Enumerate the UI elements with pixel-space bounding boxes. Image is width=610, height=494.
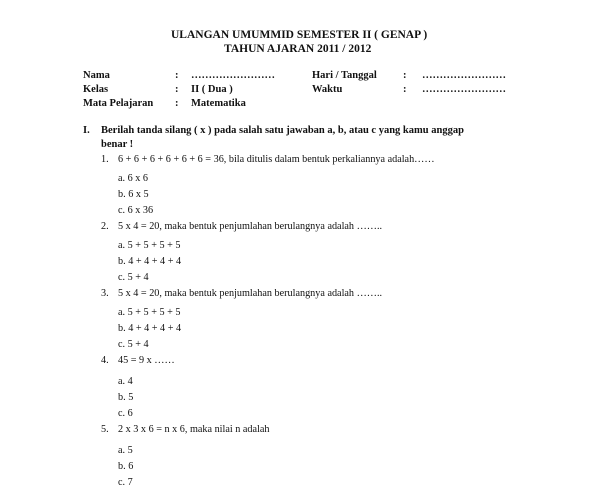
question-text: 5 x 4 = 20, maka bentuk penjumlahan berulangnya adalah …….. [118, 288, 383, 299]
answer-option-c[interactable]: c. 5 + 4 [118, 272, 149, 283]
answer-option-c[interactable]: c. 7 [118, 477, 133, 488]
kelas-value: II ( Dua ) [191, 84, 233, 95]
question-text: 5 x 4 = 20, maka bentuk penjumlahan berulangnya adalah …….. [118, 221, 383, 232]
question-number: 5. [101, 424, 109, 435]
kelas-colon: : [175, 84, 179, 95]
question-number: 3. [101, 288, 109, 299]
answer-option-b[interactable]: b. 6 [118, 461, 134, 472]
section-number: I. [83, 125, 90, 136]
mapel-colon: : [175, 98, 179, 109]
question-text: 2 x 3 x 6 = n x 6, maka nilai n adalah [118, 424, 270, 435]
answer-option-a[interactable]: a. 5 [118, 445, 133, 456]
answer-option-b[interactable]: b. 4 + 4 + 4 + 4 [118, 256, 182, 267]
answer-option-c[interactable]: c. 6 [118, 408, 133, 419]
nama-colon: : [175, 70, 179, 81]
kelas-label: Kelas [83, 84, 109, 95]
answer-option-a[interactable]: a. 6 x 6 [118, 173, 148, 184]
waktu-label: Waktu [312, 84, 343, 95]
waktu-colon: : [403, 84, 407, 95]
section-instruction-line1: Berilah tanda silang ( x ) pada salah satu jawaban a, b, atau c yang kamu anggap [101, 125, 464, 136]
answer-option-a[interactable]: a. 5 + 5 + 5 + 5 [118, 240, 181, 251]
answer-option-b[interactable]: b. 5 [118, 392, 134, 403]
nama-label: Nama [83, 70, 110, 81]
mapel-label: Mata Pelajaran [83, 98, 154, 109]
hari-label: Hari / Tanggal [312, 70, 377, 81]
answer-option-c[interactable]: c. 5 + 4 [118, 339, 149, 350]
answer-option-b[interactable]: b. 6 x 5 [118, 189, 149, 200]
exam-title: ULANGAN UMUMMID SEMESTER II ( GENAP ) [171, 29, 428, 41]
question-text: 45 = 9 x …… [118, 355, 175, 366]
question-number: 2. [101, 221, 109, 232]
answer-option-a[interactable]: a. 4 [118, 376, 133, 387]
question-number: 4. [101, 355, 109, 366]
section-instruction-line2: benar ! [101, 139, 134, 150]
answer-option-a[interactable]: a. 5 + 5 + 5 + 5 [118, 307, 181, 318]
hari-field[interactable]: …………………… [422, 70, 506, 81]
school-year: TAHUN AJARAN 2011 / 2012 [224, 43, 372, 55]
hari-colon: : [403, 70, 407, 81]
answer-option-b[interactable]: b. 4 + 4 + 4 + 4 [118, 323, 182, 334]
answer-option-c[interactable]: c. 6 x 36 [118, 205, 154, 216]
question-number: 1. [101, 154, 109, 165]
question-text: 6 + 6 + 6 + 6 + 6 + 6 = 36, bila ditulis dalam bentuk perkaliannya adalah…… [118, 154, 435, 165]
nama-field[interactable]: …………………… [191, 70, 275, 81]
waktu-field[interactable]: …………………… [422, 84, 506, 95]
mapel-value: Matematika [191, 98, 246, 109]
